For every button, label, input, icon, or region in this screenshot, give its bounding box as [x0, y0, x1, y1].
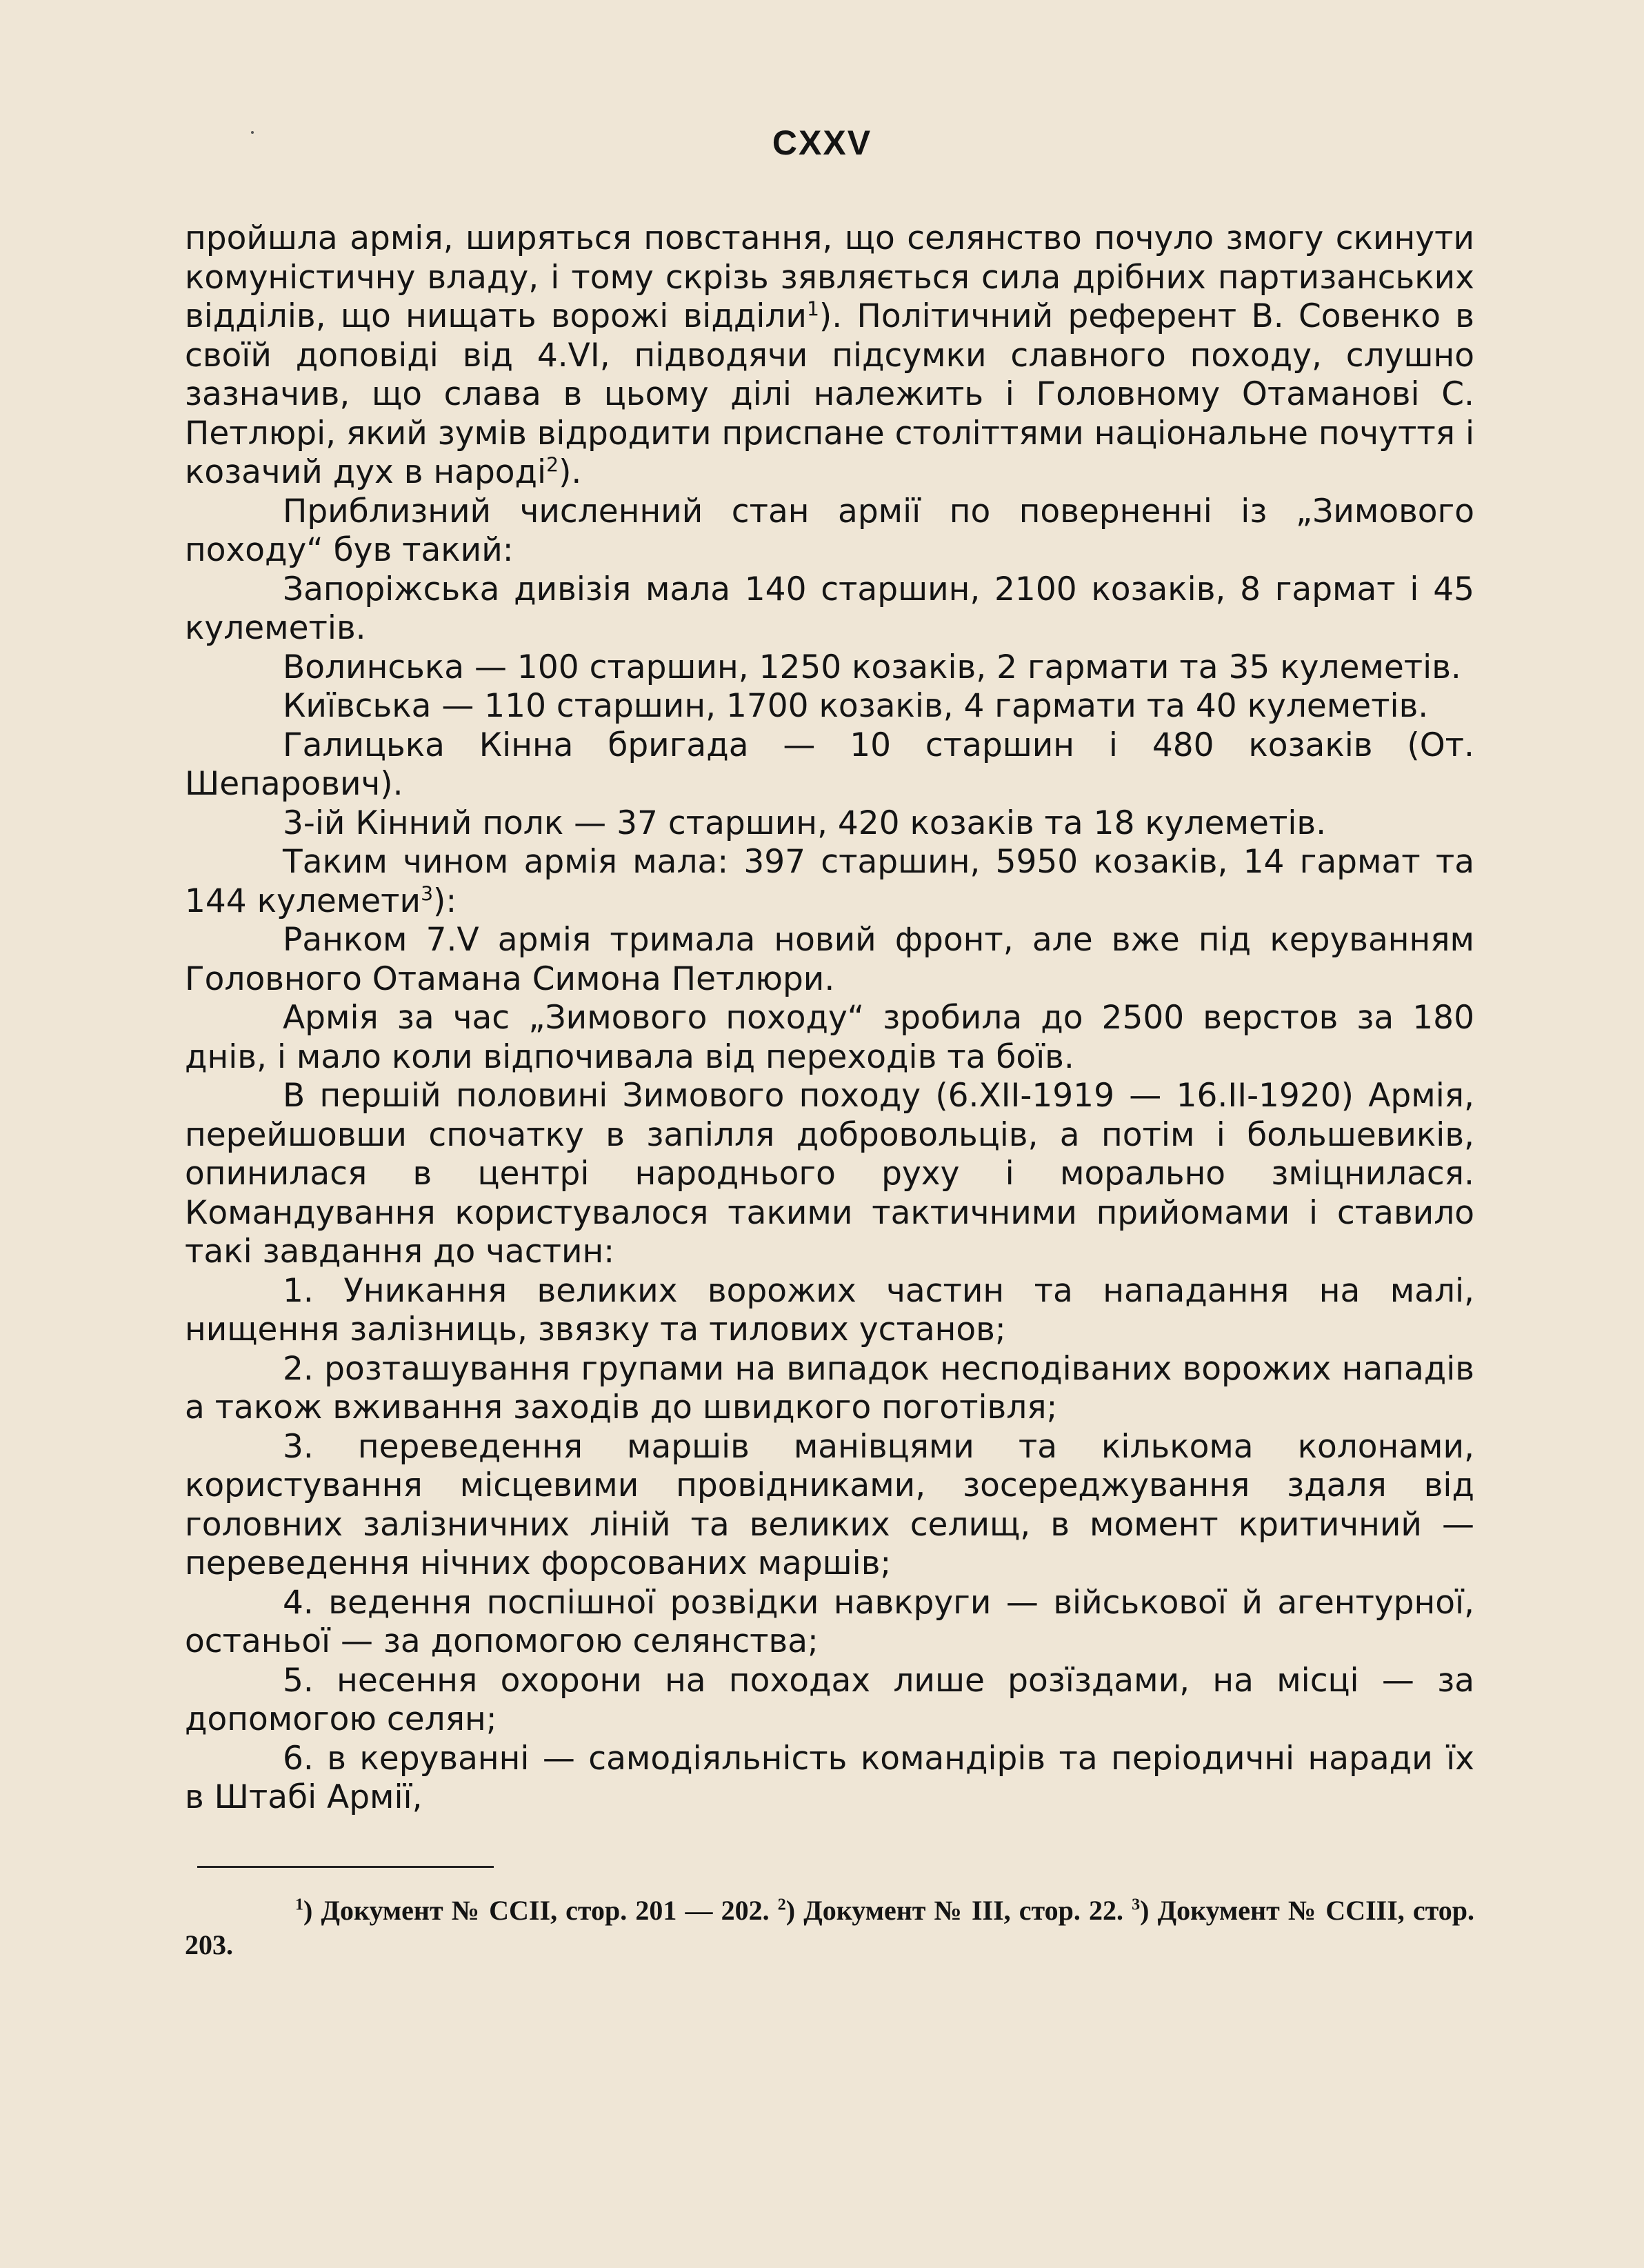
- list-item-5: 5. несення охорони на походах лише розїздами, на місці — за допомогою селян;: [185, 1661, 1474, 1738]
- footnote-ref: 1: [806, 297, 819, 321]
- paragraph-8: [185, 843, 1474, 921]
- paragraph-text: ). Політичний референт В. Совенко в своїй доповіді від 4.VI, підводячи підсумки славного походу, слушно зазначив, що слава в цьому ділі належить і Головному Отаманові С. Петлюрі, який зумів відродити приспане століттями національне почуття і козачий дух в народі: [185, 297, 1474, 491]
- footnote-mark: 1: [295, 1896, 303, 1914]
- list-item-2: 2. розташування групами на випадок несподіваних ворожих нападів а також вживання заходів до швидкого поготівля;: [185, 1349, 1474, 1426]
- paragraph-6: Галицька Кінна бригада — 10 старшин і 480 козаків (От. Шепарович).: [185, 726, 1474, 803]
- paragraph-text: Таким чином армія мала: 397 старшин, 5950 козаків, 14 гармат та 144 кулемети: [185, 843, 1474, 920]
- list-item-1: 1. Уникання великих ворожих частин та нападання на малі, нищення залізниць, звязку та тилових установ;: [185, 1271, 1474, 1349]
- footnote-ref: 2: [546, 453, 559, 477]
- paragraph-4: Волинська — 100 старшин, 1250 козаків, 2 гармати та 35 кулеметів.: [283, 648, 1461, 686]
- footnote-ref: 3: [421, 882, 434, 905]
- footnote-divider: [197, 1866, 494, 1868]
- paragraph-1: [185, 219, 1474, 493]
- footnote-text: ) Документ № CCIII, стор. 203.: [185, 1895, 1475, 1960]
- footnotes: [185, 1893, 1474, 1962]
- footnote-text: ) Документ № III, стор. 22.: [785, 1895, 1124, 1926]
- footnote-mark: 3: [1132, 1896, 1141, 1914]
- body-text: [185, 219, 1474, 1818]
- paragraph-7: 3-ій Кінний полк — 37 старшин, 420 козаків та 18 кулеметів.: [283, 804, 1327, 842]
- paragraph-2: Приблизний численний стан армії по поверненні із „Зимового походу“ був такий:: [185, 492, 1474, 569]
- footnote-block: [185, 1893, 1474, 1962]
- list-item-3: 3. переведення маршів манівцями та кількома колонами, користування місцевими провідниками, зосереджування здаля від головних залізничних ліній та великих селищ, в момент критичний — переведення нічних форсованих маршів;: [185, 1427, 1474, 1582]
- paragraph-10: Армія за час „Зимового походу“ зробила до 2500 верстов за 180 днів, і мало коли відпочивала від переходів та боїв.: [185, 999, 1474, 1076]
- paragraph-text: пройшла армія, ширяться повстання, що селянство почуло змогу скинути комуністичну владу, і тому скрізь зявляється сила дрібних партизанських відділів, що нищать ворожі відділи: [185, 219, 1474, 335]
- paragraph-3: Запоріжська дивізія мала 140 старшин, 2100 козаків, 8 гармат і 45 кулеметів.: [185, 570, 1474, 647]
- list-item-4: 4. ведення поспішної розвідки навкруги — військової й агентурної, останьої — за допомогою селянства;: [185, 1583, 1474, 1660]
- page-number: CXXV: [772, 123, 872, 162]
- paragraph-11: В першій половині Зимового походу (6.XII-1919 — 16.II-1920) Армія, перейшовши спочатку в запілля добровольців, а потім і большевиків, опинилася в центрі народнього руху і морально зміцнилася. Командування користувалося такими тактичними прийомами і ставило такі завдання до частин:: [185, 1077, 1474, 1271]
- footnote-mark: 2: [777, 1896, 786, 1914]
- paragraph-text: ).: [559, 453, 582, 491]
- list-item-6: 6. в керуванні — самодіяльність командірів та періодичні наради їх в Штабі Армії,: [185, 1739, 1474, 1816]
- footnote-text: ) Документ № CCII, стор. 201 — 202.: [303, 1895, 770, 1926]
- paragraph-text: ):: [433, 882, 457, 920]
- paragraph-5: Київська — 110 старшин, 1700 козаків, 4 гармати та 40 кулеметів.: [283, 687, 1429, 725]
- paragraph-9: Ранком 7.V армія тримала новий фронт, але вже під керуванням Головного Отамана Симона Петлюри.: [185, 921, 1474, 998]
